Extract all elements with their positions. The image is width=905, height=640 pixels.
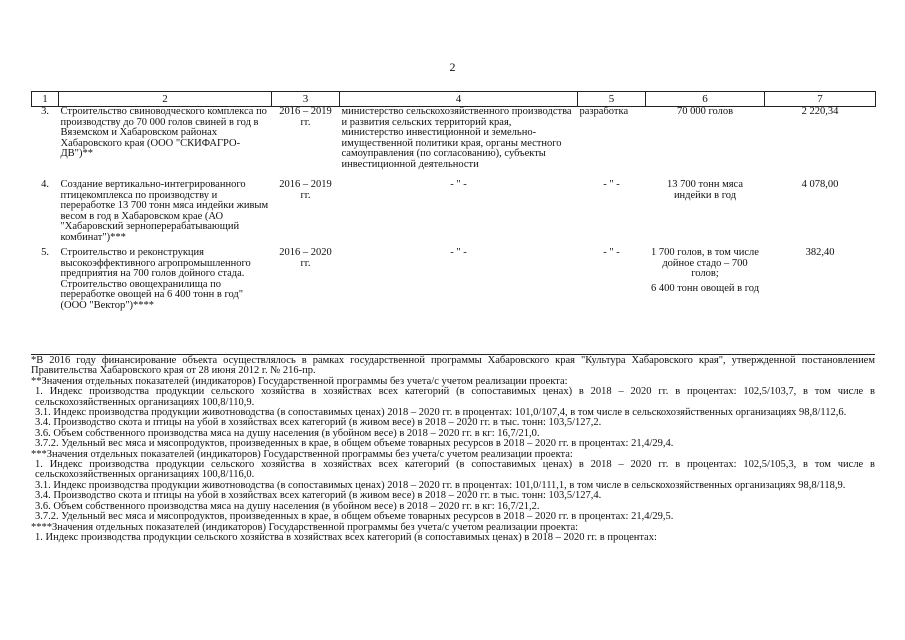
project-name: Строительство свиноводческого комплекса по производству до 70 000 голов свиней в год в Вяземском и Хабаровском районах Хабаровского края (ООО "СКИФАГРО-ДВ")** <box>60 106 267 159</box>
projects-table <box>31 91 876 332</box>
footnote-line: 1. Индекс производства продукции сельского хозяйства в хозяйствах всех категорий (в сопоставимых ценах) в 2018 – 2020 гг. в процентах: <box>35 531 657 543</box>
project-executor: - " - <box>450 179 467 190</box>
footnote-line: ***Значения отдельных показателей (индикаторов) Государственной программы без учета/с учетом реализации проекта: <box>31 448 573 460</box>
row-number: 3. <box>41 106 49 117</box>
footnote-line: 1. Индекс производства продукции сельского хозяйства в хозяйствах всех категорий (в сопоставимых ценах) в 2018 – 2020 гг. в процентах: 102,5/103,7, в том числе в сельскохозяйственных организациях 100,8/110,9. <box>35 386 875 408</box>
project-period: 2016 – 2019 гг. <box>279 106 332 128</box>
table-row <box>32 180 876 248</box>
project-capacity: 13 700 тонн мяса индейки в год <box>667 179 743 201</box>
footnote-line: 3.4. Производство скота и птицы на убой в хозяйствах всех категорий (в живом весе) в 2018 – 2020 гг. в тыс. тонн: 103,5/127,4. <box>35 490 602 502</box>
project-capacity: 1 700 голов, в том числе дойное стадо – 700 голов; <box>651 247 759 279</box>
table-row <box>32 107 876 181</box>
footnotes <box>31 356 875 543</box>
project-name: Создание вертикально-интегрированного птицекомплекса по производству и переработке 13 700 тонн мяса индейки живым весом в год в Хабаровском крае (АО "Хабаровский зерноперерабатывающий комбинат")*** <box>60 179 269 243</box>
project-status: - " - <box>603 179 620 190</box>
project-cost: 382,40 <box>805 247 835 258</box>
column-header: 1 <box>32 92 59 107</box>
footnote-line: ****Значения отдельных показателей (индикаторов) Государственной программы без учета/с учетом реализации проекта: <box>31 521 579 533</box>
project-period: 2016 – 2019 гг. <box>279 179 332 201</box>
footnote-line: 3.7.2. Удельный вес мяса и мясопродуктов, произведенных в крае, в общем объеме товарных ресурсов в 2018 – 2020 гг. в процентах: 21,4/29,4. <box>35 438 674 450</box>
project-cost: 2 220,34 <box>801 106 839 117</box>
project-cost: 4 078,00 <box>801 179 839 190</box>
project-status: - " - <box>603 247 620 258</box>
project-executor: - " - <box>450 247 467 258</box>
project-status: разработка <box>579 106 629 117</box>
footnote-line: 3.7.2. Удельный вес мяса и мясопродуктов, произведенных в крае, в общем объеме товарных ресурсов в 2018 – 2020 гг. в процентах: 21,4/29,5. <box>35 511 674 523</box>
project-capacity-cell <box>646 248 765 332</box>
column-header: 5 <box>578 92 646 107</box>
project-period: 2016 – 2020 гг. <box>279 247 332 269</box>
row-number: 4. <box>41 179 49 190</box>
column-header: 2 <box>59 92 272 107</box>
footnote-line: 3.4. Производство скота и птицы на убой в хозяйствах всех категорий (в живом весе) в 2018 – 2020 гг. в тыс. тонн: 103,5/127,2. <box>35 417 602 429</box>
footnote-line: 3.1. Индекс производства продукции животноводства (в сопоставимых ценах) 2018 – 2020 гг. в процентах: 101,0/107,4, в том числе в сельскохозяйственных организациях 98,8/112,6. <box>35 407 847 419</box>
column-header: 3 <box>272 92 340 107</box>
footnote-line: 3.6. Объем собственного производства мяса на душу населения (в убойном весе) в 2018 – 2020 гг. в кг: 16,7/21,2. <box>35 500 540 512</box>
project-capacity: 70 000 голов <box>676 106 734 117</box>
table-header-row <box>32 92 876 107</box>
footnote-line: **Значения отдельных показателей (индикаторов) Государственной программы без учета/с учетом реализации проекта: <box>31 375 568 387</box>
column-header: 7 <box>765 92 876 107</box>
project-name: Строительство и реконструкция высокоэффективного агропромышленного предприятия на 700 голов дойного стада. Строительство овощехранилища по переработке овощей на 6 400 тонн в год" (ООО "Вектор")**** <box>60 247 251 311</box>
footnote-line: 3.6. Объем собственного производства мяса на душу населения (в убойном весе) в 2018 – 2020 гг. в кг: 16,7/21,0. <box>35 427 540 439</box>
footnote-line: *В 2016 году финансирование объекта осуществлялось в рамках государственной программы Хабаровского края "Культура Хабаровского края", утвержденной постановлением Правительства Хабаровского края от 28 июня 2012 г. № 216-пр. <box>31 355 875 377</box>
project-capacity-extra: 6 400 тонн овощей в год <box>650 282 760 294</box>
column-header: 6 <box>646 92 765 107</box>
column-header: 4 <box>340 92 578 107</box>
table-row <box>32 248 876 332</box>
page-number: 2 <box>449 60 456 74</box>
project-executor: министерство сельскохозяйственного производства и развития сельских территорий края, министерство инвестиционной и земельно-имущественной политики края, органы местного самоуправления (по согласованию), субъекты инвестиционной деятельности <box>341 106 572 170</box>
footnote-line: 3.1. Индекс производства продукции животноводства (в сопоставимых ценах) 2018 – 2020 гг. в процентах: 101,0/111,1, в том числе в сельскохозяйственных организациях 98,8/118,9. <box>35 479 846 491</box>
row-number: 5. <box>41 247 49 258</box>
footnote-line: 1. Индекс производства продукции сельского хозяйства в хозяйствах всех категорий (в сопоставимых ценах) в 2018 – 2020 гг. в процентах: 102,5/105,3, в том числе в сельскохозяйственных организациях 100,8/116,0. <box>35 459 875 481</box>
